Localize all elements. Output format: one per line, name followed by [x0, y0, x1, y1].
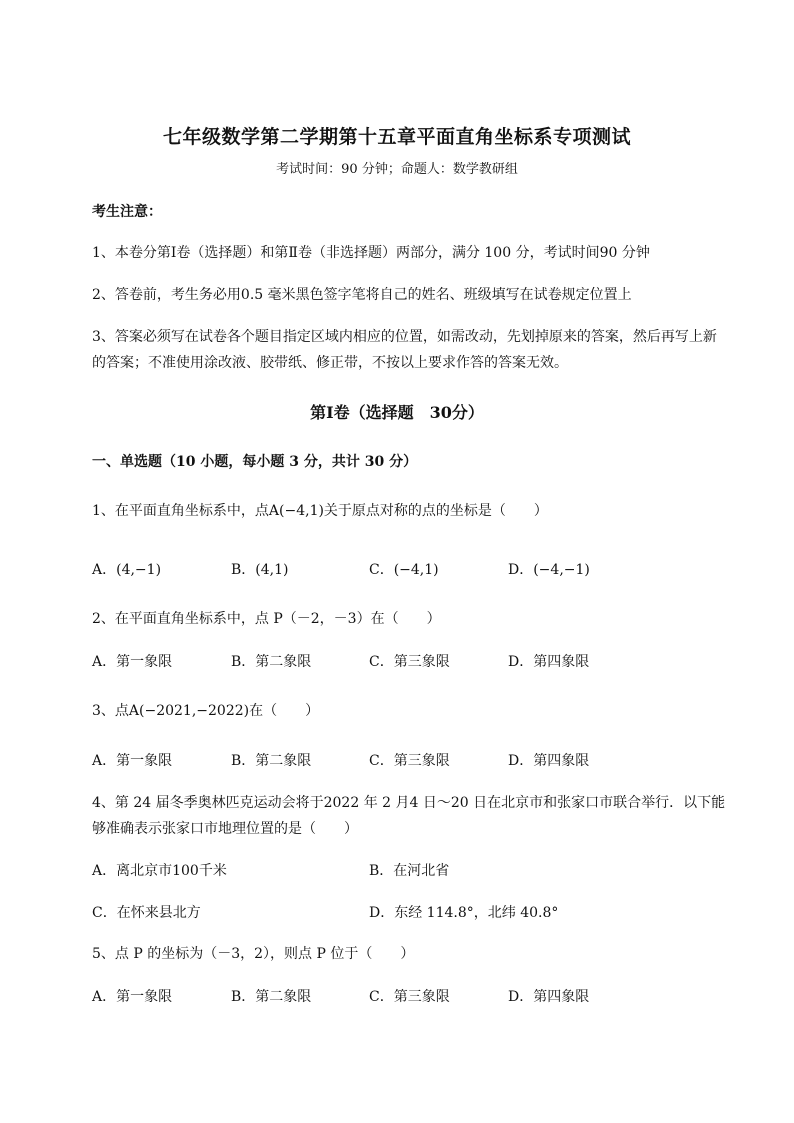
question-4-stem: 4、第 24 届冬季奥林匹克运动会将于2022 年 2 月4 日～20 日在北京市和张家口市联合举行．以下能 — [92, 795, 726, 811]
exam-subtitle: 考试时间：90 分钟；命题人：数学教研组 — [276, 162, 518, 177]
q2-option-c[interactable]: C．第三象限 — [369, 654, 450, 670]
q4-option-b[interactable]: B．在河北省 — [369, 863, 450, 879]
notes-heading: 考生注意： — [92, 204, 162, 220]
q5-option-b[interactable]: B．第二象限 — [231, 989, 312, 1005]
q2-option-a[interactable]: A．第一象限 — [92, 654, 173, 670]
question-2-stem: 2、在平面直角坐标系中，点 P（－2，－3）在（ ） — [92, 611, 441, 627]
q3-option-d[interactable]: D．第四象限 — [508, 753, 590, 769]
q5-option-a[interactable]: A．第一象限 — [92, 989, 173, 1005]
q1-option-a[interactable]: A．(4,−1) — [92, 562, 162, 578]
q1-option-c[interactable]: C．(−4,1) — [369, 562, 439, 578]
q4-option-c[interactable]: C．在怀来县北方 — [92, 905, 201, 921]
q5-option-c[interactable]: C．第三象限 — [369, 989, 450, 1005]
q3-option-c[interactable]: C．第三象限 — [369, 753, 450, 769]
q4-option-a[interactable]: A．离北京市100千米 — [92, 863, 227, 879]
note-item-3: 3、答案必须写在试卷各个题目指定区域内相应的位置，如需改动，先划掉原来的答案，然后再写上新 — [92, 329, 717, 345]
question-3-stem: 3、点A(−2021,−2022)在（ ） — [92, 703, 320, 719]
section-heading: 一、单选题（10 小题，每小题 3 分，共计 30 分） — [92, 454, 418, 470]
note-item-2: 2、答卷前，考生务必用0.5 毫米黑色签字笔将自己的姓名、班级填写在试卷规定位置上 — [92, 287, 632, 303]
q2-option-d[interactable]: D．第四象限 — [508, 654, 590, 670]
question-1-stem: 1、在平面直角坐标系中，点A(−4,1)关于原点对称的点的坐标是（ ） — [92, 503, 548, 519]
question-4-stem-cont: 够准确表示张家口市地理位置的是（ ） — [92, 821, 358, 837]
part-title: 第Ⅰ卷（选择题 30分） — [310, 403, 484, 422]
q5-option-d[interactable]: D．第四象限 — [508, 989, 590, 1005]
question-5-stem: 5、点 P 的坐标为（－3，2），则点 P 位于（ ） — [92, 946, 415, 962]
q3-option-b[interactable]: B．第二象限 — [231, 753, 312, 769]
q1-option-d[interactable]: D．(−4,−1) — [508, 562, 590, 578]
q4-option-d[interactable]: D．东经 114.8°，北纬 40.8° — [369, 905, 559, 921]
note-item-1: 1、本卷分第Ⅰ卷（选择题）和第Ⅱ卷（非选择题）两部分，满分 100 分，考试时间90 分钟 — [92, 245, 650, 261]
q1-option-b[interactable]: B．(4,1) — [231, 562, 289, 578]
q2-option-b[interactable]: B．第二象限 — [231, 654, 312, 670]
note-item-3-cont: 的答案；不准使用涂改液、胶带纸、修正带，不按以上要求作答的答案无效。 — [92, 355, 568, 371]
page-title: 七年级数学第二学期第十五章平面直角坐标系专项测试 — [162, 126, 631, 148]
q3-option-a[interactable]: A．第一象限 — [92, 753, 173, 769]
